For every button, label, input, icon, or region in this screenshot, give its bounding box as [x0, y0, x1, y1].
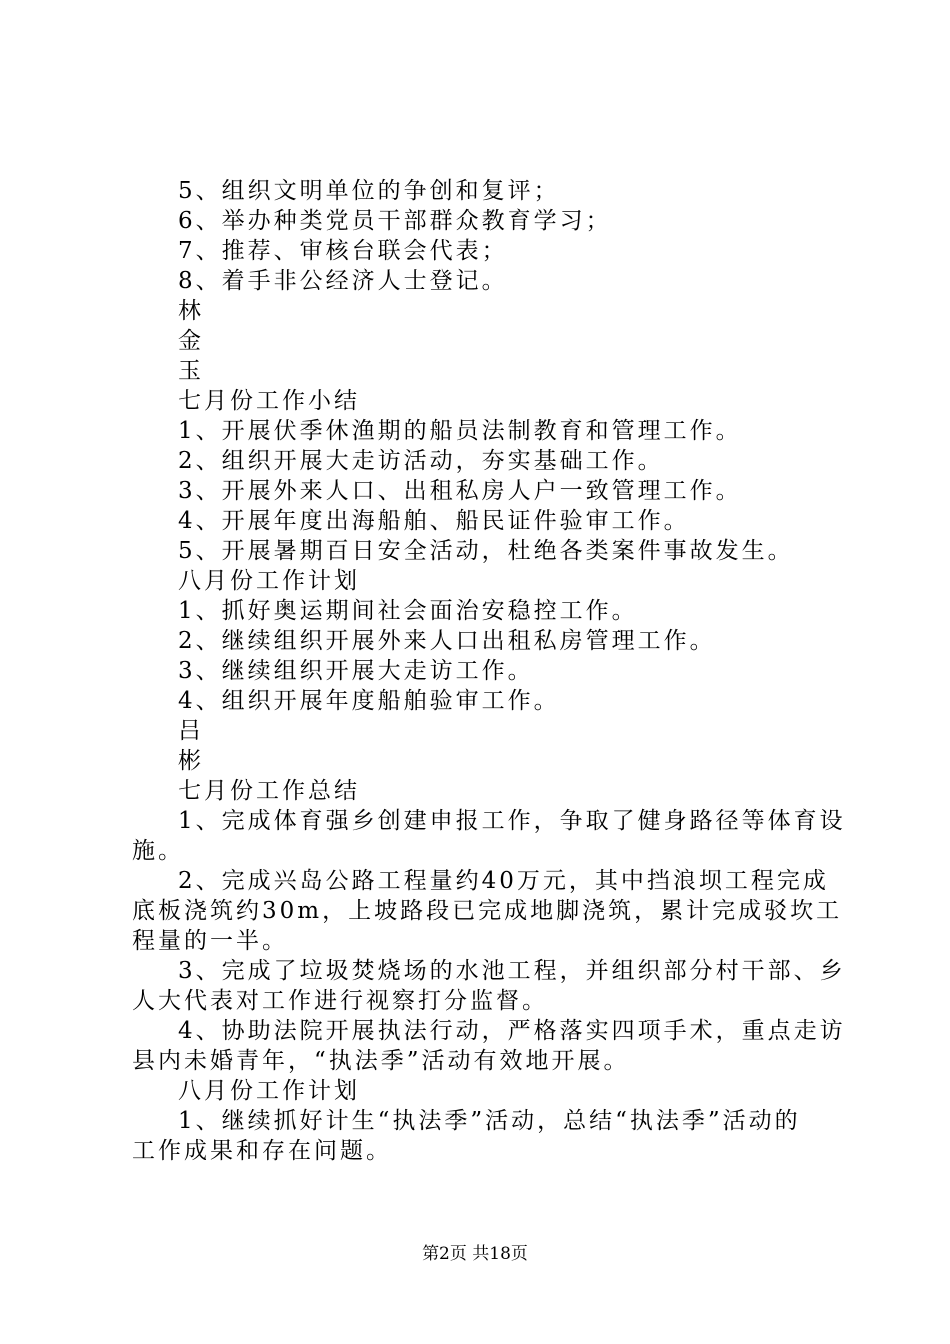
list-item: 3、继续组织开展大走访工作。 [178, 658, 534, 684]
section-heading: 八月份工作计划 [178, 568, 360, 594]
list-item: 7、推荐、审核台联会代表； [178, 238, 508, 264]
list-item: 3、开展外来人口、出租私房人户一致管理工作。 [178, 478, 742, 504]
author-name-char: 吕 [178, 718, 204, 744]
paragraph-line: 工作成果和存在问题。 [132, 1138, 392, 1164]
paragraph-line: 1、完成体育强乡创建申报工作，争取了健身路径等体育设 [178, 808, 846, 834]
section-heading: 八月份工作计划 [178, 1078, 360, 1104]
list-item: 5、组织文明单位的争创和复评； [178, 178, 560, 204]
paragraph-item [132, 1106, 834, 1166]
paragraph-line: 1、继续抓好计生“执法季”活动，总结“执法季”活动的 [178, 1108, 801, 1134]
paragraph-line: 人大代表对工作进行视察打分监督。 [132, 988, 548, 1014]
page-number-footer: 第2页 共18页 [422, 1244, 528, 1264]
document-body [132, 176, 846, 1166]
list-item: 8、着手非公经济人士登记。 [178, 268, 508, 294]
list-item: 4、组织开展年度船舶验审工作。 [178, 688, 560, 714]
section-heading: 七月份工作小结 [178, 388, 360, 414]
list-item: 2、组织开展大走访活动，夯实基础工作。 [178, 448, 664, 474]
author-name-char: 林 [178, 298, 204, 324]
list-item: 6、举办种类党员干部群众教育学习； [178, 208, 612, 234]
section-heading: 七月份工作总结 [178, 778, 360, 804]
paragraph-line: 底板浇筑约30m，上坡路段已完成地脚浇筑，累计完成驳坎工 [132, 898, 843, 924]
paragraph-item [132, 866, 843, 956]
author-name-char: 玉 [178, 358, 204, 384]
paragraph-line: 县内未婚青年，“执法季”活动有效地开展。 [132, 1048, 630, 1074]
list-item: 2、继续组织开展外来人口出租私房管理工作。 [178, 628, 716, 654]
paragraph-item [132, 956, 846, 1016]
paragraph-line: 程量的一半。 [132, 928, 288, 954]
paragraph-item [132, 806, 846, 866]
paragraph-line: 4、协助法院开展执法行动，严格落实四项手术，重点走访 [178, 1018, 846, 1044]
paragraph-line: 施。 [132, 838, 184, 864]
paragraph-line: 3、完成了垃圾焚烧场的水池工程，并组织部分村干部、乡 [178, 958, 846, 984]
paragraph-line: 2、完成兴岛公路工程量约40万元，其中挡浪坝工程完成 [178, 868, 829, 894]
list-item: 1、抓好奥运期间社会面治安稳控工作。 [178, 598, 638, 624]
author-name-char: 彬 [178, 748, 204, 774]
author-name-char: 金 [178, 328, 204, 354]
paragraph-item [132, 1016, 846, 1076]
list-item: 4、开展年度出海船舶、船民证件验审工作。 [178, 508, 690, 534]
list-item: 1、开展伏季休渔期的船员法制教育和管理工作。 [178, 418, 742, 444]
list-item: 5、开展暑期百日安全活动，杜绝各类案件事故发生。 [178, 538, 794, 564]
